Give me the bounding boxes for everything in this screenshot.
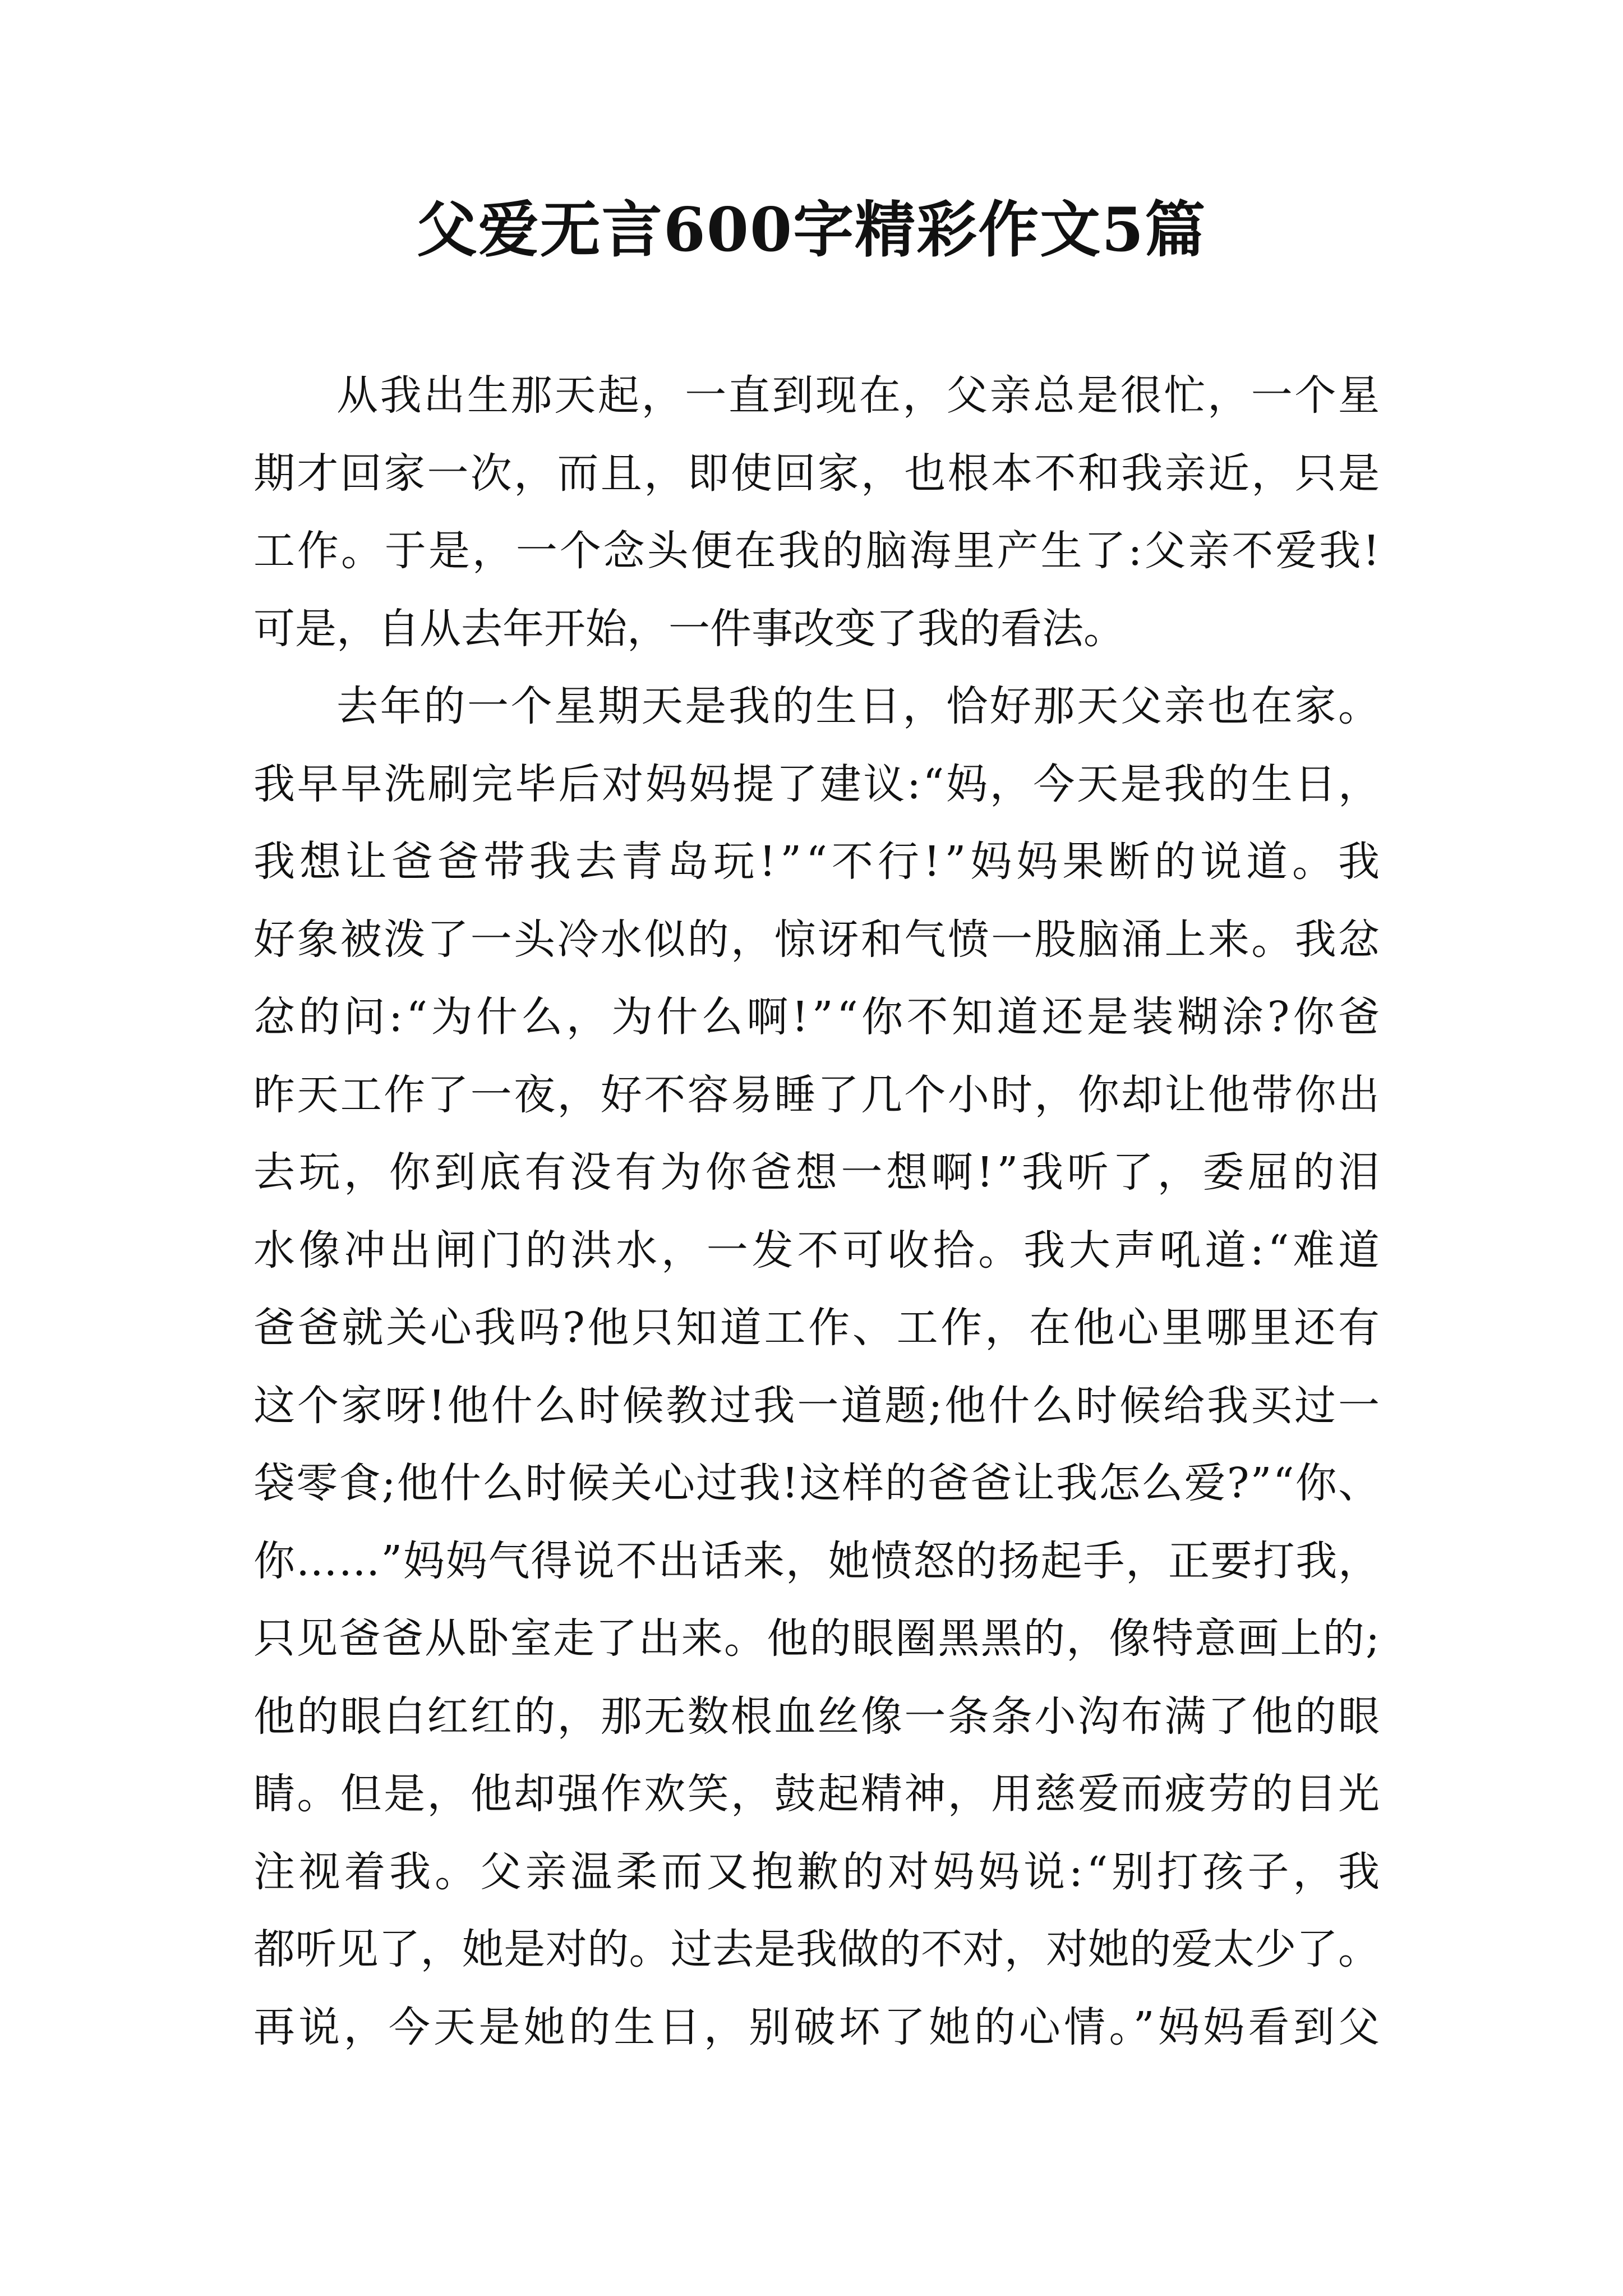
text-line: 工作。于是，一个念头便在我的脑海里产生了:父亲不爱我! (253, 527, 1382, 575)
text-line: 袋零食;他什么时候关心过我!这样的爸爸让我怎么爱?”“你、 (253, 1459, 1381, 1507)
text-line: 你……”妈妈气得说不出话来，她愤怒的扬起手，正要打我， (253, 1536, 1381, 1585)
text-line: 睛。但是，他却强作欢笑，鼓起精神，用慈爱而疲劳的目光 (253, 1770, 1382, 1818)
text-line: 水像冲出闸门的洪水，一发不可收拾。我大声吼道:“难道 (253, 1226, 1384, 1274)
text-line: 从我出生那天起，一直到现在，父亲总是很忙，一个星 (336, 371, 1382, 420)
text-line: 再说，今天是她的生日，别破坏了她的心情。”妈妈看到父 (253, 2003, 1384, 2051)
article-body (253, 357, 1384, 2066)
text-line: 可是，自从去年开始，一件事改变了我的看法。 (253, 604, 1125, 653)
text-line: 忿的问:“为什么，为什么啊!”“你不知道还是装糊涂?你爸 (253, 993, 1384, 1041)
text-line: 爸爸就关心我吗?他只知道工作、工作，在他心里哪里还有 (253, 1304, 1382, 1352)
text-line: 期才回家一次，而且，即使回家，也根本不和我亲近，只是 (253, 449, 1382, 498)
text-line: 他的眼白红红的，那无数根血丝像一条条小沟布满了他的眼 (253, 1692, 1382, 1741)
text-line: 注视着我。父亲温柔而又抱歉的对妈妈说:“别打孩子，我 (253, 1847, 1384, 1896)
text-line: 这个家呀!他什么时候教过我一道题;他什么时候给我买过一 (253, 1381, 1382, 1430)
text-line: 我想让爸爸带我去青岛玩!”“不行!”妈妈果断的说道。我 (253, 838, 1384, 886)
text-line: 去年的一个星期天是我的生日，恰好那天父亲也在家。 (336, 682, 1382, 730)
text-line: 只见爸爸从卧室走了出来。他的眼圈黑黑的，像特意画上的; (253, 1614, 1381, 1663)
text-line: 昨天工作了一夜，好不容易睡了几个小时，你却让他带你出 (253, 1070, 1382, 1119)
text-line: 我早早洗刷完毕后对妈妈提了建议:“妈，今天是我的生日， (253, 760, 1382, 808)
page-title: 父爱无言600字精彩作文5篇 (416, 195, 1207, 265)
text-line: 好象被泼了一头冷水似的，惊讶和气愤一股脑涌上来。我忿 (253, 915, 1382, 964)
text-line: 都听见了，她是对的。过去是我做的不对，对她的爱太少了。 (253, 1925, 1380, 1973)
text-line: 去玩，你到底有没有为你爸想一想啊!”我听了，委屈的泪 (253, 1148, 1384, 1197)
